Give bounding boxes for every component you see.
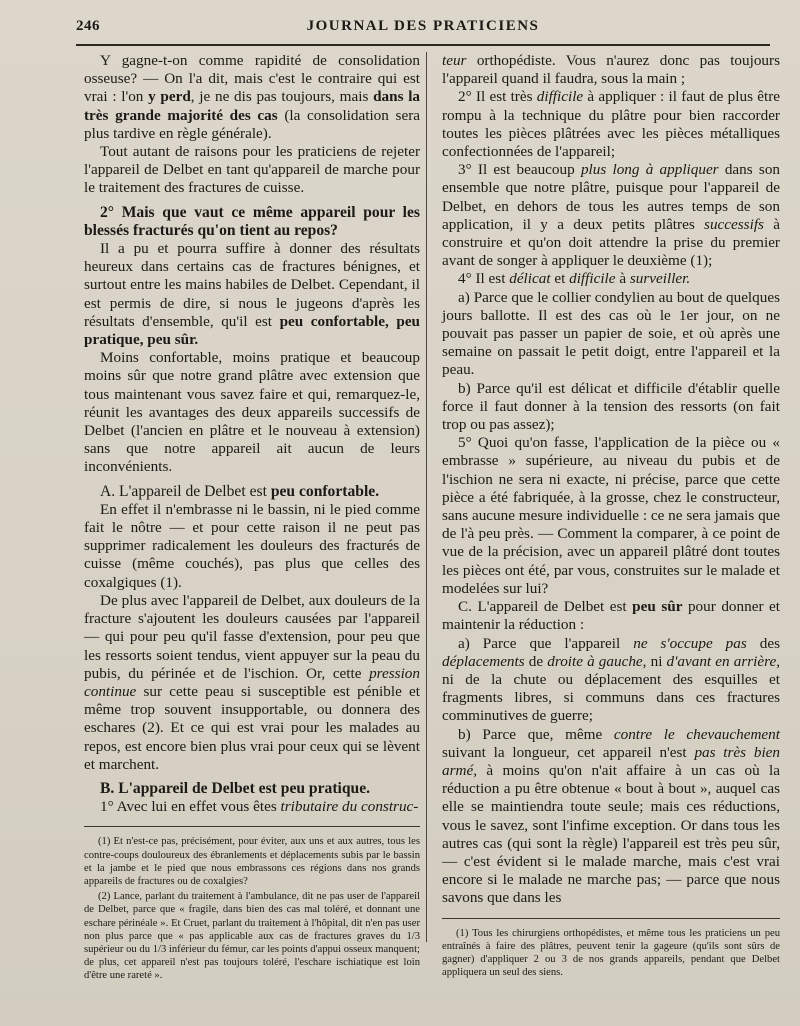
footnote-divider	[442, 918, 780, 919]
paragraph: Moins confortable, moins pratique et beaucoup moins sûr que notre grand plâtre avec extension que tous maintenant vous savez faire et qui, remarquez-le, réunit les avantages des deux appareils successifs de Delbet (l'ancien en plâtre et le nouveau à extension) sans que notre appareil ait aucun de leurs inconvénients.	[84, 349, 420, 476]
journal-title: JOURNAL DES PRATICIENS	[306, 18, 540, 34]
footnote: (2) Lance, parlant du traitement à l'ambulance, dit ne pas user de l'appareil de Delbet, parce que « fragile, dans bien des cas mal toléré, et donnant une eschare périnéale ». Et Cruet, parlant du traitement à l'hôpital, dit n'en pas user non plus parce que « pas applicable aux cas de fractures graves du 1/3 supérieur ou du 1/3 inférieur du fémur, car les points d'appui osseux manquent; de plus, cet appareil n'est pas toujours toléré, l'eschare ischiatique est loin d'être une rareté ».	[84, 891, 420, 982]
paragraph: Tout autant de raisons pour les praticiens de rejeter l'appareil de Delbet en tant qu'appareil de marche pour le traitement des fractures de cuisse.	[84, 143, 420, 197]
paragraph: 2° Il est très difficile à appliquer : il faut de plus être rompu à la technique du plâtre pour bien raccorder toutes les pièces plâtrées avec les pièces métalliques confectionnées de l'appareil;	[442, 88, 780, 161]
paragraph: teur orthopédiste. Vous n'aurez donc pas toujours l'appareil quand il faudra, sous la main ;	[442, 52, 780, 88]
paragraph: 4° Il est délicat et difficile à surveiller.	[458, 270, 691, 288]
section-heading: 2° Mais que vaut ce même appareil pour les blessés fracturés qu'on tient au repos?	[84, 203, 420, 239]
paragraph: Y gagne-t-on comme rapidité de consolidation osseuse? — On l'a dit, mais c'est le contraire qui est vrai : l'on y perd, je ne dis pas toujours, mais dans la très grande majorité des cas (la consolidation sera plus tardive en règle générale).	[84, 52, 421, 142]
subsection-heading-b: B. L'appareil de Delbet est peu pratique.	[100, 779, 371, 797]
subsection-heading-a: A. L'appareil de Delbet est peu confortable.	[100, 482, 380, 500]
page-header	[76, 14, 770, 46]
paragraph: a) Parce que le collier condylien au bout de quelques jours ballotte. Il est des cas où le 1er jour, on ne pouvait pas passer un papier de soie, et où après une semaine on passait le petit doigt, entre l'appareil et la peau.	[442, 288, 780, 379]
subsection-heading-c: C. L'appareil de Delbet est peu sûr pour donner et maintenir la réduction :	[442, 598, 780, 634]
paragraph: 5° Quoi qu'on fasse, l'application de la pièce ou « embrasse » supérieure, au niveau du pubis et de l'ischion ne sera ni exacte, ni précise, parce que cette pièce a été fabriquée, à la grosse, chez le constructeur, sans aucune mesure individuelle : ce ne sera jamais que de l'à peu près. — Comment la comparer, à ce point de vue de la précision, avec un appareil plâtré dont toutes les pièces ont été, par vous, construites sur le malade et modelées sur lui?	[442, 434, 780, 597]
paragraph: a) Parce que l'appareil ne s'occupe pas des déplacements de droite à gauche, ni d'avant en arrière, ni de la chute ou déplacement des esquilles et fragments libres, si communs dans ces fractures comminutives de guerre;	[442, 634, 780, 725]
page-number: 246	[76, 18, 100, 34]
footnote: (1) Et n'est-ce pas, précisément, pour éviter, aux uns et aux autres, tous les contre-coups douloureux des ébranlements et déplacements subis par le bassin et la jambe et le pied que nous embrassons ces régions dans nos grands appareils de fractures ou de coxalgies?	[84, 836, 420, 887]
paragraph: En effet il n'embrasse ni le bassin, ni le pied comme fait le nôtre — et pour cette raison il ne peut pas supprimer radicalement les douleurs des fracturés de cuisse (même couchés), pas plus que celles des coxalgiques (1).	[84, 500, 420, 591]
paragraph: 1° Avec lui en effet vous êtes tributaire du construc-	[100, 798, 419, 816]
paragraph: b) Parce qu'il est délicat et difficile d'établir quelle force il faut donner à la tension des ressorts (on fait trop ou pas assez);	[442, 379, 780, 434]
right-column	[442, 52, 780, 981]
paragraph: De plus avec l'appareil de Delbet, aux douleurs de la fracture s'ajoutent les douleurs causées par l'appareil — qui pour peu qu'il fasse d'extension, pour peu que les ressorts soient tendus, vient appuyer sur la peau du pubis, du périnée et de l'ischion. Or, cette pression continue sur cette peau si susceptible est pénible et même trop souvent insupportable, ou donnera des eschares (2). Et ce qui est vrai pour les malades au repos, est encore bien plus vrai pour ceux qui se lèvent et marchent.	[84, 591, 420, 773]
paragraph: Il a pu et pourra suffire à donner des résultats heureux dans certains cas de fractures bénignes, et surtout entre les mains habiles de Delbet. Cependant, il est permis de dire, si nous le jugeons d'après les résultats d'ensemble, qu'il est peu confortable, peu pratique, peu sûr.	[84, 240, 420, 349]
footnote-divider	[84, 826, 420, 827]
footnote: (1) Tous les chirurgiens orthopédistes, et même tous les praticiens un peu entraînés à faire des plâtres, peuvent tenir la gageure (qu'ils sont sûrs de gagner) d'appliquer 2 ou 3 de nos grands appareils, pendant que Delbet appliquera un seul des siens.	[442, 927, 780, 979]
left-column	[84, 52, 420, 985]
paragraph: b) Parce que, même contre le chevauchement suivant la longueur, cet appareil n'est pas très bien armé, à moins qu'on n'ait affaire à un cas où la réduction a pu être obtenue « bout à bout », auquel cas elle se maintiendra toute seule; mais ces réductions, vous le savez, sont l'infime exception. Or dans tous les autres cas (qui sont la règle) l'appareil est très peu sûr, — c'est évident si le malade marche, mais c'est vrai encore si le malade ne marche pas; — parce que nous savons que dans les	[442, 725, 780, 907]
column-divider	[426, 52, 427, 942]
paragraph: 3° Il est beaucoup plus long à appliquer dans son ensemble que notre plâtre, puisque pour l'appareil de Delbet, en dehors de tous les autres temps de son application, il y a deux petits plâtres successifs à construire et qu'on doit attendre la prise du premier avant de songer à appliquer le deuxième (1);	[442, 161, 781, 270]
